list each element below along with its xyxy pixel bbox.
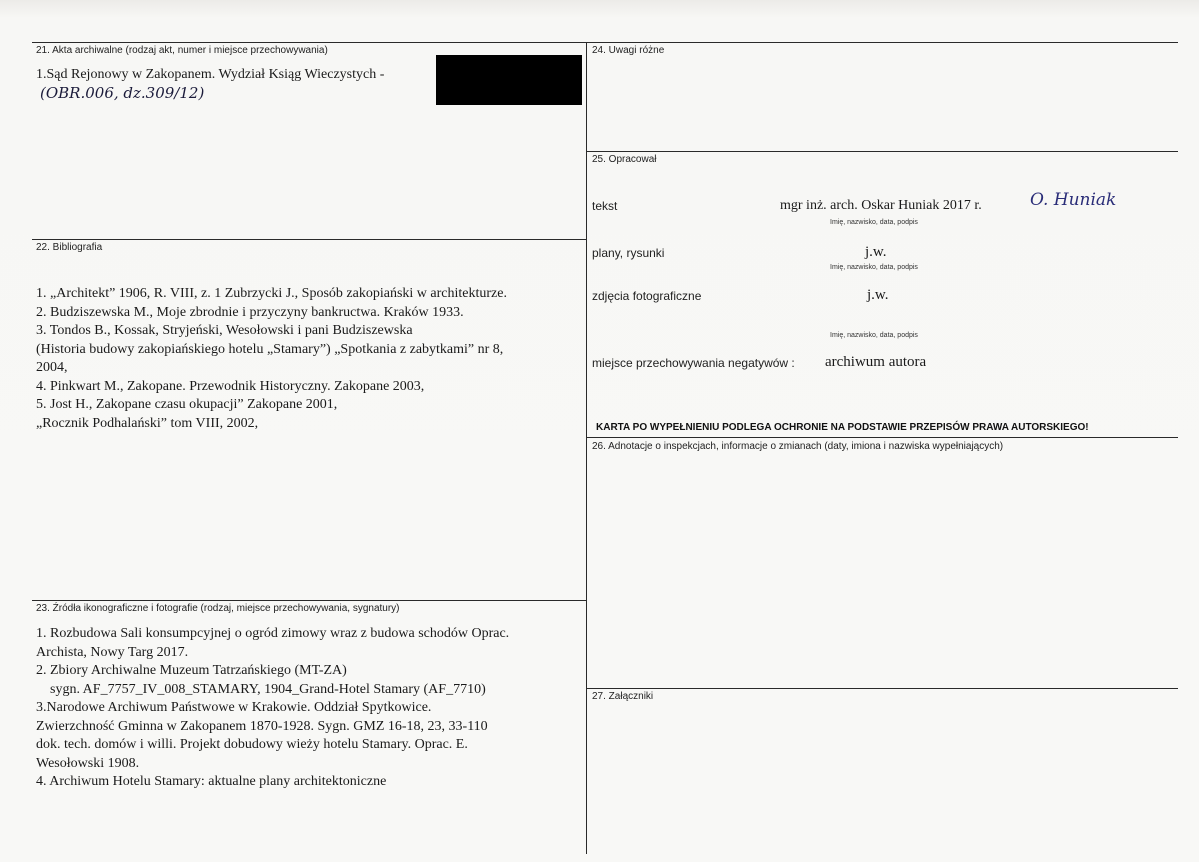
divider-26-27: [586, 688, 1178, 689]
negatywy-value: archiwum autora: [825, 354, 927, 370]
tekst-value: mgr inż. arch. Oskar Huniak 2017 r.: [780, 198, 982, 213]
redaction-block: [436, 55, 582, 105]
iconographic-sources-list: [36, 625, 509, 792]
bibliography-list: [36, 285, 507, 433]
section-26-title: 26. Adnotacje o inspekcjach, informacje o zmianach (daty, imiona i nazwiska wypełniających): [592, 441, 1004, 452]
center-divider: [586, 42, 587, 854]
section-25-title: 25. Opracował: [592, 154, 657, 165]
bibliography-line: (Historia budowy zakopiańskiego hotelu „Stamary”) „Spotkania z zabytkami” nr 8,: [36, 341, 504, 357]
source-line: 2. Zbiory Archiwalne Muzeum Tatrzańskiego (MT-ZA): [36, 663, 347, 678]
source-line: sygn. AF_7757_IV_008_STAMARY, 1904_Grand-Hotel Stamary (AF_7710): [36, 681, 486, 697]
plany-caption: Imię, nazwisko, data, podpis: [830, 264, 918, 271]
plany-value: j.w.: [865, 244, 887, 260]
bibliography-line: „Rocznik Podhalański” tom VIII, 2002,: [36, 415, 259, 431]
section-22-title: 22. Bibliografia: [36, 242, 103, 253]
section-23-title: 23. Źródła ikonograficzne i fotografie (rodzaj, miejsce przechowywania, sygnatury): [36, 603, 400, 614]
source-line: 4. Archiwum Hotelu Stamary: aktualne plany architektoniczne: [36, 774, 387, 789]
source-line: 1. Rozbudowa Sali konsumpcyjnej o ogród zimowy wraz z budowa schodów Oprac.: [36, 626, 510, 641]
section-27-title: 27. Załączniki: [592, 691, 654, 702]
bibliography-line: 4. Pinkwart M., Zakopane. Przewodnik Historyczny. Zakopane 2003,: [36, 378, 425, 394]
bibliography-line: 5. Jost H., Zakopane czasu okupacji” Zakopane 2001,: [36, 397, 338, 412]
top-border: [32, 42, 1178, 43]
source-line: 3.Narodowe Archiwum Państwowe w Krakowie. Oddział Spytkowice.: [36, 700, 432, 715]
source-line: Wesołowski 1908.: [36, 755, 140, 771]
zdjecia-value: j.w.: [867, 287, 889, 303]
source-line: Archista, Nowy Targ 2017.: [36, 644, 189, 660]
divider-25-26: [586, 437, 1178, 438]
copyright-notice: KARTA PO WYPEŁNIENIU PODLEGA OCHRONIE NA PODSTAWIE PRZEPISÓW PRAWA AUTORSKIEGO!: [596, 422, 1089, 433]
zdjecia-label: zdjęcia fotograficzne: [592, 289, 702, 303]
divider-21-22: [32, 239, 586, 240]
author-signature: O. Huniak: [1030, 190, 1117, 210]
bibliography-line: 3. Tondos B., Kossak, Stryjeński, Wesołowski i pani Budziszewska: [36, 323, 413, 338]
section-21-handwritten-note: (OBR.006, dz.309/12): [40, 84, 205, 102]
negatywy-label: miejsce przechowywania negatywów :: [592, 356, 795, 370]
bibliography-line: 1. „Architekt” 1906, R. VIII, z. 1 Zubrzycki J., Sposób zakopiański w architekturze.: [36, 286, 507, 301]
divider-22-23: [32, 600, 586, 601]
section-24-title: 24. Uwagi różne: [592, 45, 665, 56]
bibliography-line: 2004,: [36, 360, 68, 375]
section-21-line1: 1.Sąd Rejonowy w Zakopanem. Wydział Ksiąg Wieczystych -: [36, 67, 385, 82]
divider-24-25: [586, 151, 1178, 152]
tekst-label: tekst: [592, 199, 618, 213]
zdjecia-caption: Imię, nazwisko, data, podpis: [830, 332, 918, 339]
plany-label: plany, rysunki: [592, 246, 665, 260]
section-21-title: 21. Akta archiwalne (rodzaj akt, numer i miejsce przechowywania): [36, 45, 328, 56]
bibliography-line: 2. Budziszewska M., Moje zbrodnie i przyczyny bankructwa. Kraków 1933.: [36, 304, 464, 320]
source-line: Zwierzchność Gminna w Zakopanem 1870-1928. Sygn. GMZ 16-18, 23, 33-110: [36, 718, 488, 734]
tekst-caption: Imię, nazwisko, data, podpis: [830, 219, 918, 226]
source-line: dok. tech. domów i willi. Projekt dobudowy wieży hotelu Stamary. Oprac. E.: [36, 737, 468, 752]
